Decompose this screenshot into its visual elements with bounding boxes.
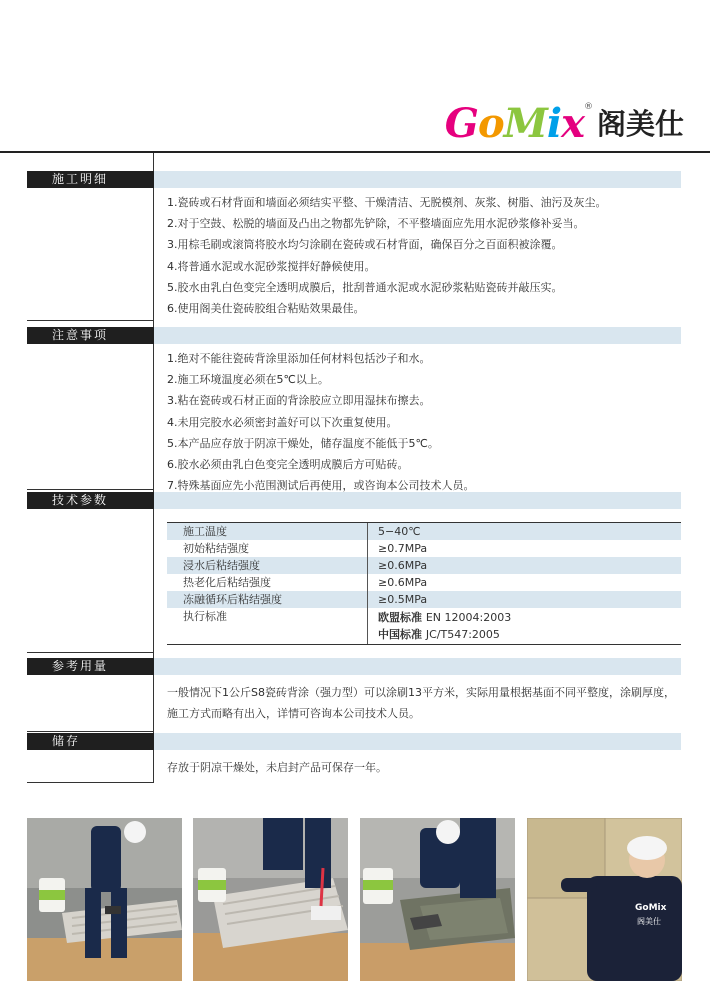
list-item: 6.使用阁美仕瓷砖胶组合粘贴效果最佳。 — [167, 302, 365, 316]
section-header-storage — [27, 733, 681, 750]
list-item: 4.未用完胶水必须密封盖好可以下次重复使用。 — [167, 415, 398, 429]
table-row — [167, 574, 681, 591]
logo-chinese-name: 阁美仕 — [596, 107, 684, 141]
list-item: 6.胶水必须由乳白色变完全透明成膜后方可贴砖。 — [167, 458, 409, 472]
table-row — [167, 557, 681, 574]
section-divider — [27, 652, 154, 653]
param-name: 冻融循环后粘结强度 — [183, 593, 282, 606]
param-name: 执行标准 — [183, 610, 227, 623]
section-title: 储存 — [27, 733, 154, 750]
list-item: 2.对于空鼓、松脱的墙面及凸出之物都先铲除，不平整墙面应先用水泥砂浆修补妥当。 — [167, 217, 585, 231]
list-item: 3.用棕毛刷或滚筒将胶水均匀涂刷在瓷砖或石材背面，确保百分之百面积被涂覆。 — [167, 238, 563, 252]
registered-mark: ® — [583, 102, 593, 112]
table-row-standard — [167, 608, 681, 644]
list-item: 1.瓷砖或石材背面和墙面必须结实平整、干燥清洁、无脱模剂、灰浆、树脂、油污及灰尘。 — [167, 196, 607, 209]
construction-list — [167, 192, 687, 319]
list-item: 7.特殊基面应先小范围测试后再使用，或咨询本公司技术人员。 — [167, 479, 475, 493]
section-bar — [154, 492, 681, 509]
photo-tile-installation — [527, 818, 682, 981]
param-value: 5−40℃ — [367, 523, 681, 540]
eu-standard: 欧盟标准 EN 12004:2003 — [378, 611, 512, 624]
section-bar — [154, 327, 681, 344]
section-divider — [27, 489, 154, 490]
list-item: 5.胶水由乳白色变完全透明成膜后，批刮普通水泥或水泥砂浆粘贴瓷砖并敲压实。 — [167, 280, 563, 294]
list-item: 2.施工环境温度必须在5℃以上。 — [167, 373, 329, 387]
param-value — [367, 608, 681, 644]
left-column-divider — [153, 153, 154, 783]
uniform-badge: GoMix — [635, 903, 667, 913]
param-value: ≥0.7MPa — [367, 540, 681, 557]
section-header-usage — [27, 658, 681, 675]
list-item: 4.将普通水泥或水泥砂浆搅拌好静候使用。 — [167, 259, 376, 273]
param-name: 初始粘结强度 — [183, 542, 249, 555]
section-header-tech — [27, 492, 681, 509]
section-bar — [154, 171, 681, 188]
list-item: 3.粘在瓷砖或石材正面的背涂胶应立即用湿抹布擦去。 — [167, 394, 431, 408]
param-name: 浸水后粘结强度 — [183, 559, 260, 572]
section-divider — [27, 782, 154, 783]
logo-wordmark: GoMix — [444, 100, 584, 147]
section-bar — [154, 733, 681, 750]
list-item: 1.绝对不能往瓷砖背涂里添加任何材料包括沙子和水。 — [167, 352, 431, 365]
param-value: ≥0.6MPa — [367, 574, 681, 591]
section-divider — [27, 320, 154, 321]
storage-text: 存放于阴凉干燥处，未启封产品可保存一年。 — [167, 761, 387, 774]
param-value: ≥0.5MPa — [367, 591, 681, 608]
photo-roll-application — [193, 818, 348, 981]
param-value: ≥0.6MPa — [367, 557, 681, 574]
cn-standard: 中国标准 JC/T547:2005 — [378, 628, 500, 641]
section-header-construction — [27, 171, 681, 188]
section-title: 施工明细 — [27, 171, 154, 188]
table-row — [167, 591, 681, 608]
notes-list — [167, 348, 687, 496]
list-item: 5.本产品应存放于阴凉干燥处，储存温度不能低于5℃。 — [167, 436, 439, 450]
photo-apply-brush — [27, 818, 182, 981]
table-row — [167, 540, 681, 557]
param-name: 热老化后粘结强度 — [183, 576, 271, 589]
usage-text: 一般情况下1公斤S8瓷砖背涂（强力型）可以涂刷13平方米，实际用量根据基面不同平整度，涂刷厚度，施工方式而略有出入，详情可咨询本公司技术人员。 — [167, 686, 675, 720]
photo-trowel-mortar — [360, 818, 515, 981]
section-title: 技术参数 — [27, 492, 154, 509]
param-name: 施工温度 — [183, 525, 227, 538]
section-bar — [154, 658, 681, 675]
section-header-notes — [27, 327, 681, 344]
uniform-badge-cn: 阁美仕 — [637, 917, 661, 926]
table-row — [167, 523, 681, 540]
brand-logo — [444, 100, 684, 147]
section-title: 参考用量 — [27, 658, 154, 675]
section-divider — [27, 731, 154, 732]
section-title: 注意事项 — [27, 327, 154, 344]
tech-params-table — [167, 522, 681, 645]
top-divider — [0, 151, 710, 153]
